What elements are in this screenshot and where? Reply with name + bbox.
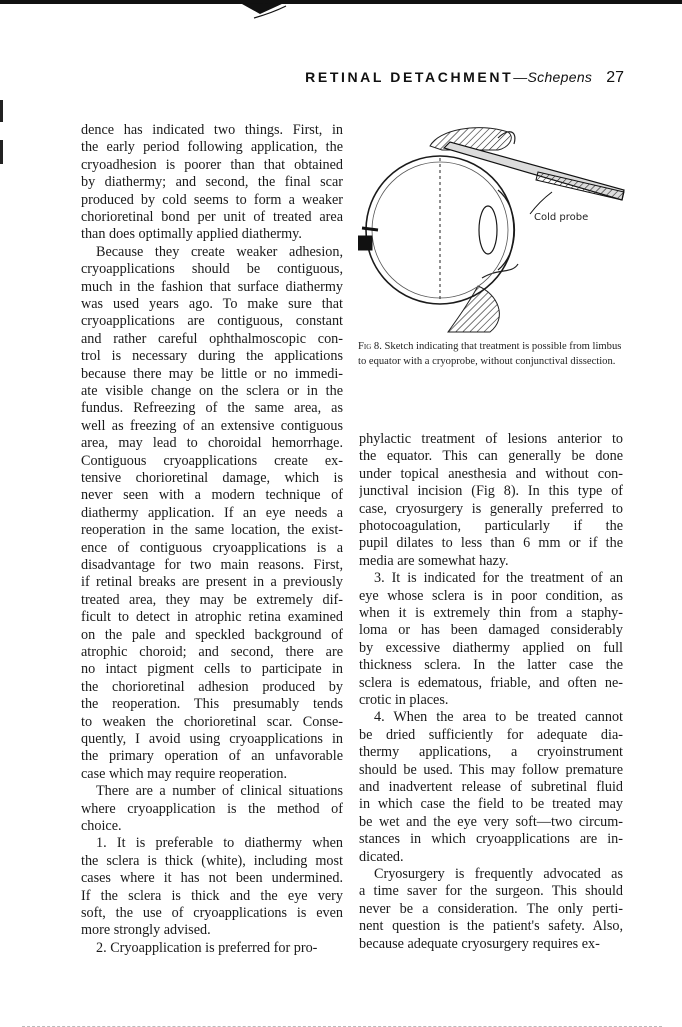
text-line: because there may be little or no immedi- — [81, 365, 343, 382]
text-line: photocoagulation, particularly if the — [359, 518, 623, 534]
text-line: nent question is the patient's safety. Also, — [359, 918, 623, 935]
text-line: stances in which cryoapplications are in- — [359, 831, 623, 848]
text-line: never seen with a modern technique of — [81, 487, 343, 504]
page-number: 27 — [606, 69, 624, 86]
text-line: dence has indicated two things. First, in — [81, 122, 343, 138]
top-border — [0, 0, 682, 4]
text-line: sclera is edematous, friable, and often ne- — [359, 674, 623, 691]
figure-caption-text: Sketch indicating that treatment is possible from limbus to equator with a cryoprobe, without conjunctival dissection. — [358, 341, 622, 367]
text-line: atrophic choroid; and second, there are — [81, 644, 343, 660]
text-line: by excessive diathermy applied on full — [359, 639, 623, 656]
text-line: eye whose sclera is in poor condition, as — [359, 587, 623, 604]
text-line: the chorioretinal adhesion produced by — [81, 678, 343, 695]
text-line: cryoadhesion is poorer than that obtained — [81, 156, 343, 173]
text-line: loma or has been damaged considerably — [359, 622, 623, 639]
text-line: crotic in places. — [359, 692, 449, 708]
text-line: cryoapplications are contiguous, constant — [81, 313, 343, 330]
figure-caption — [358, 340, 624, 369]
text-line: chorioretinal bond per unit of treated area — [81, 209, 343, 225]
text-line: ate visible change on the sclera or in the — [81, 383, 343, 399]
text-line: than does optimally applied diathermy. — [81, 226, 302, 243]
binding-mark — [0, 100, 3, 122]
running-head-author: —Schepens — [513, 69, 593, 85]
text-line: under topical anesthesia and without con- — [359, 465, 623, 482]
text-line: Because they create weaker adhesion, — [96, 243, 343, 260]
text-line: produced by cold seems to form a weaker — [81, 191, 343, 208]
figure-label-cold-probe: Cold probe — [534, 212, 589, 223]
orbit-bone-lower — [448, 286, 499, 332]
text-line: media are somewhat hazy. — [359, 552, 509, 569]
text-line: disadvantage for two main reasons. First, — [81, 557, 343, 573]
lens — [479, 206, 497, 254]
eye-cryoprobe-figure — [358, 118, 628, 338]
orbit-bone-upper — [430, 128, 511, 150]
page-corner-mark — [240, 0, 300, 30]
text-line: the equator. This can generally be done — [359, 448, 623, 465]
eyelid-lower — [482, 264, 518, 278]
text-line: to weaken the chorioretinal scar. Conse- — [81, 713, 343, 730]
running-head — [305, 69, 624, 87]
text-line: in which case the field to be treated may — [359, 796, 623, 813]
running-head-title: RETINAL DETACHMENT — [305, 69, 514, 85]
text-line: 1. It is preferable to diathermy when — [96, 835, 343, 852]
text-line: much in the fashion that surface diathermy — [81, 278, 343, 295]
text-line: on the pale and speckled background of — [81, 626, 343, 643]
text-line: fundus. Refreezing of the same area, as — [81, 400, 343, 417]
text-line: junctival incision (Fig 8). In this type of — [359, 483, 623, 500]
text-line: If the sclera is thick and the eye very — [81, 887, 343, 904]
text-line: more strongly advised. — [81, 922, 211, 939]
text-line: thickness sclera. In the latter case the — [359, 657, 623, 674]
text-line: and inadvertent release of subretinal fluid — [359, 779, 623, 795]
text-line: thermy applications, a cryoinstrument — [359, 744, 623, 761]
text-line: quently, I avoid using cryoapplications in — [81, 731, 343, 747]
text-line: the reoperation. This presumably tends — [81, 696, 343, 713]
text-line: should be used. This may follow premature — [359, 761, 623, 778]
text-line: pupil dilates to less than 6 mm or if the — [359, 535, 623, 552]
text-line: Contiguous cryoapplications create ex- — [81, 452, 343, 469]
text-line: ficult to detect in atrophic retina examined — [81, 609, 343, 626]
text-line: phylactic treatment of lesions anterior to — [359, 431, 623, 447]
text-line: dicated. — [359, 848, 404, 865]
text-line: cases where it has not been undermined. — [81, 870, 343, 887]
text-line: There are a number of clinical situations — [96, 783, 343, 800]
text-line: ence of contiguous cryoapplications is a — [81, 539, 343, 556]
figure-caption-label: Fig 8. — [358, 341, 382, 352]
text-line: case which may require reoperation. — [81, 765, 288, 782]
text-line: case, cryosurgery is generally preferred to — [359, 500, 623, 517]
text-line: the early period following application, the — [81, 139, 343, 156]
text-line: trol is necessary during the applications — [81, 348, 343, 365]
text-line: never be a consideration. The only perti- — [359, 900, 623, 917]
text-line: tensive chorioretinal damage, which is — [81, 470, 343, 486]
text-line: no intact pigment cells to participate in — [81, 661, 343, 678]
text-line: well as freezing of an extensive contiguous — [81, 417, 343, 434]
text-line: diathermy application. If an eye needs a — [81, 504, 343, 521]
text-line: soft, the use of cryoapplications is even — [81, 905, 343, 921]
text-line: area, may lead to choroidal hemorrhage. — [81, 435, 343, 452]
text-line: be wet and the eye very soft—two circum- — [359, 813, 623, 830]
text-line: where cryoapplication is the method of — [81, 800, 343, 817]
text-line: if retinal breaks are present in a previously — [81, 574, 343, 591]
text-line: when it is extremely thin from a staphy- — [359, 605, 623, 621]
text-line: was used years ago. To make sure that — [81, 296, 343, 312]
text-line: treated area, they may be extremely dif- — [81, 591, 343, 608]
text-line: the primary operation of an unfavorable — [81, 748, 343, 765]
text-line: Cryosurgery is frequently advocated as — [374, 866, 623, 882]
text-line: cryoapplications should be contiguous, — [81, 261, 343, 278]
text-line: reoperation in the same location, the exist- — [81, 522, 343, 539]
text-line: be dried sufficiently for adequate dia- — [359, 726, 623, 743]
optic-nerve — [358, 236, 372, 250]
text-line: choice. — [81, 818, 122, 834]
text-line: because adequate cryosurgery requires ex- — [359, 935, 600, 952]
text-line: and rather careful ophthalmoscopic con- — [81, 330, 343, 347]
text-line: 4. When the area to be treated cannot — [374, 709, 623, 726]
cornea — [498, 190, 515, 270]
text-line: the sclera is thick (white), including most — [81, 852, 343, 869]
text-line: a time saver for the surgeon. This should — [359, 883, 623, 900]
text-line: 3. It is indicated for the treatment of an — [374, 570, 623, 587]
binding-mark — [0, 140, 3, 164]
text-line: 2. Cryoapplication is preferred for pro- — [96, 939, 318, 956]
text-line: by diathermy; and second, the final scar — [81, 174, 343, 191]
